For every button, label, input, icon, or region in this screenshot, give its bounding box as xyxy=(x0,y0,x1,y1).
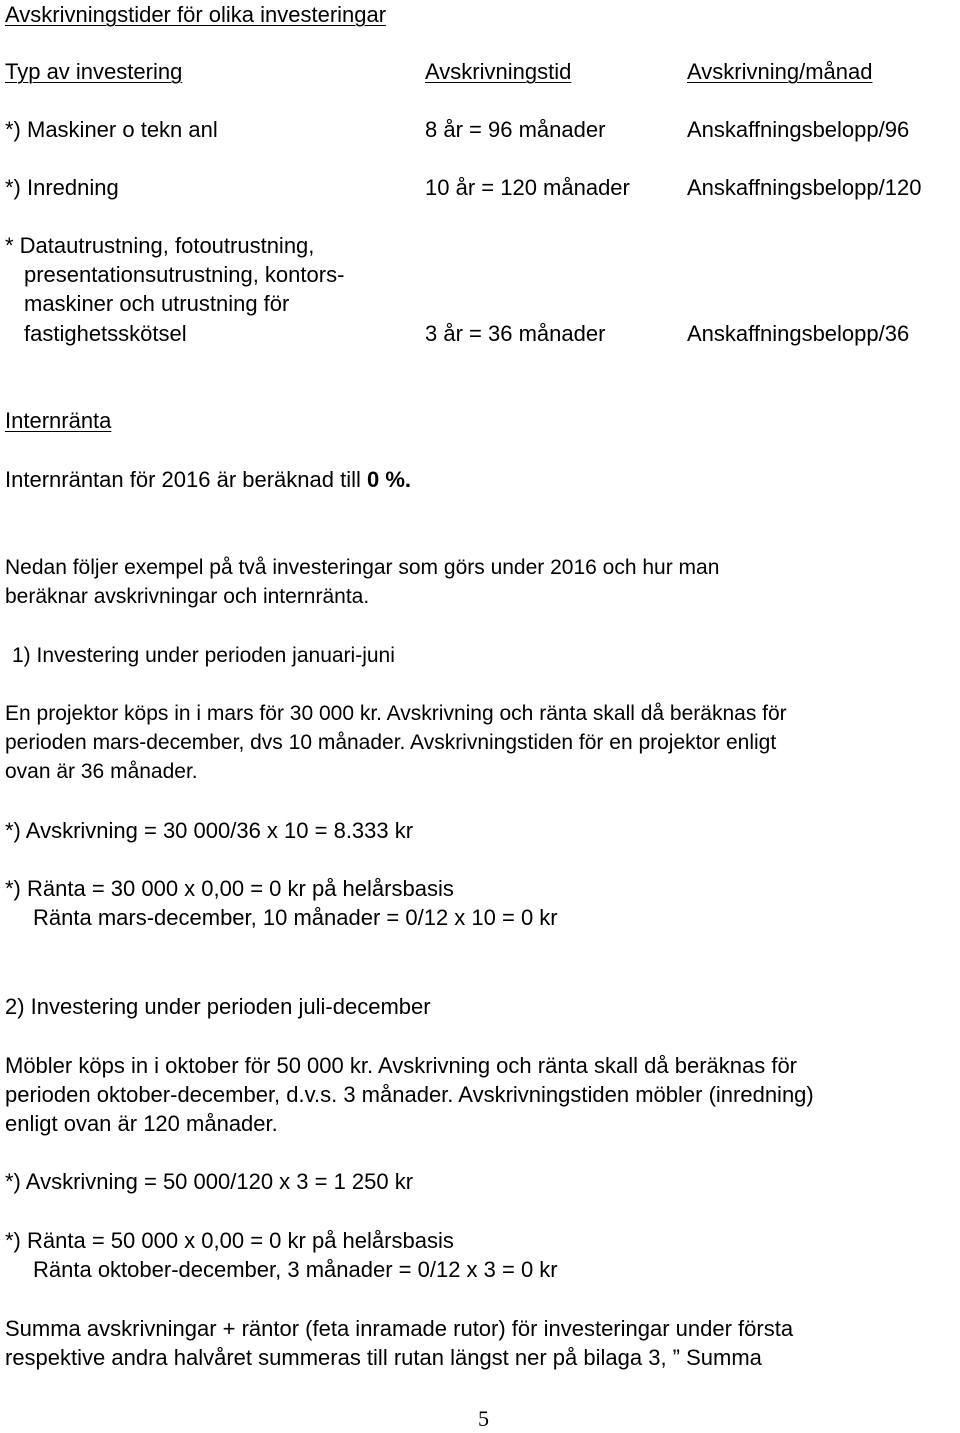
row-computers-type-line-1: * Datautrustning, fotoutrustning, xyxy=(5,233,315,258)
interest-rate-label: Internräntan för 2016 är beräknad till xyxy=(5,467,368,492)
example-2-interest-annual: *) Ränta = 50 000 x 0,00 = 0 kr på helårsbasis xyxy=(5,1228,454,1253)
example-1-heading: 1) Investering under perioden januari-juni xyxy=(12,644,395,667)
row-furnishing-type: *) Inredning xyxy=(5,175,119,200)
page-title: Avskrivningstider för olika investeringar xyxy=(5,2,387,27)
summary-line-1: Summa avskrivningar + räntor (feta inramade rutor) för investeringar under första xyxy=(5,1316,794,1341)
row-computers-type-line-4: fastighetsskötsel xyxy=(24,321,187,346)
row-machines-type: *) Maskiner o tekn anl xyxy=(5,117,218,142)
example-1-interest-period: Ränta mars-december, 10 månader = 0/12 x 10 = 0 kr xyxy=(33,905,558,930)
row-computers-time: 3 år = 36 månader xyxy=(425,321,606,346)
row-machines-monthly: Anskaffningsbelopp/96 xyxy=(687,117,910,142)
example-1-body-line-2: perioden mars-december, dvs 10 månader. Avskrivningstiden för en projektor enligt xyxy=(5,731,777,754)
row-furnishing-time: 10 år = 120 månader xyxy=(425,175,630,200)
example-2-body-line-2: perioden oktober-december, d.v.s. 3 månader. Avskrivningstiden möbler (inredning) xyxy=(5,1082,814,1107)
example-2-body-line-1: Möbler köps in i oktober för 50 000 kr. Avskrivning och ränta skall då beräknas för xyxy=(5,1053,798,1078)
example-1-body-line-3: ovan är 36 månader. xyxy=(5,760,198,783)
interest-rate-text xyxy=(5,465,411,494)
page-number: 5 xyxy=(478,1406,489,1431)
row-machines-time: 8 år = 96 månader xyxy=(425,117,606,142)
header-monthly-depreciation: Avskrivning/månad xyxy=(687,59,873,84)
example-1-body-line-1: En projektor köps in i mars för 30 000 kr. Avskrivning och ränta skall då beräknas för xyxy=(5,702,787,725)
row-computers-type-line-3: maskiner och utrustning för xyxy=(24,291,290,316)
header-investment-type: Typ av investering xyxy=(5,59,183,84)
row-computers-monthly: Anskaffningsbelopp/36 xyxy=(687,321,910,346)
interest-heading: Internränta xyxy=(5,408,112,433)
example-2-body-line-3: enligt ovan är 120 månader. xyxy=(5,1111,278,1136)
intro-line-2: beräknar avskrivningar och internränta. xyxy=(5,585,370,608)
example-2-interest-period: Ränta oktober-december, 3 månader = 0/12 x 3 = 0 kr xyxy=(33,1257,558,1282)
header-depreciation-time: Avskrivningstid xyxy=(425,59,572,84)
row-computers-type-line-2: presentationsutrustning, kontors- xyxy=(24,262,345,287)
row-furnishing-monthly: Anskaffningsbelopp/120 xyxy=(687,175,922,200)
intro-line-1: Nedan följer exempel på två investeringar som görs under 2016 och hur man xyxy=(5,556,720,579)
example-1-depreciation: *) Avskrivning = 30 000/36 x 10 = 8.333 kr xyxy=(5,818,414,843)
example-2-depreciation: *) Avskrivning = 50 000/120 x 3 = 1 250 kr xyxy=(5,1169,414,1194)
example-2-heading: 2) Investering under perioden juli-december xyxy=(5,994,431,1019)
interest-rate-value: 0 %. xyxy=(367,467,412,492)
example-1-interest-annual: *) Ränta = 30 000 x 0,00 = 0 kr på helårsbasis xyxy=(5,876,454,901)
summary-line-2: respektive andra halvåret summeras till rutan längst ner på bilaga 3, ” Summa xyxy=(5,1345,762,1370)
